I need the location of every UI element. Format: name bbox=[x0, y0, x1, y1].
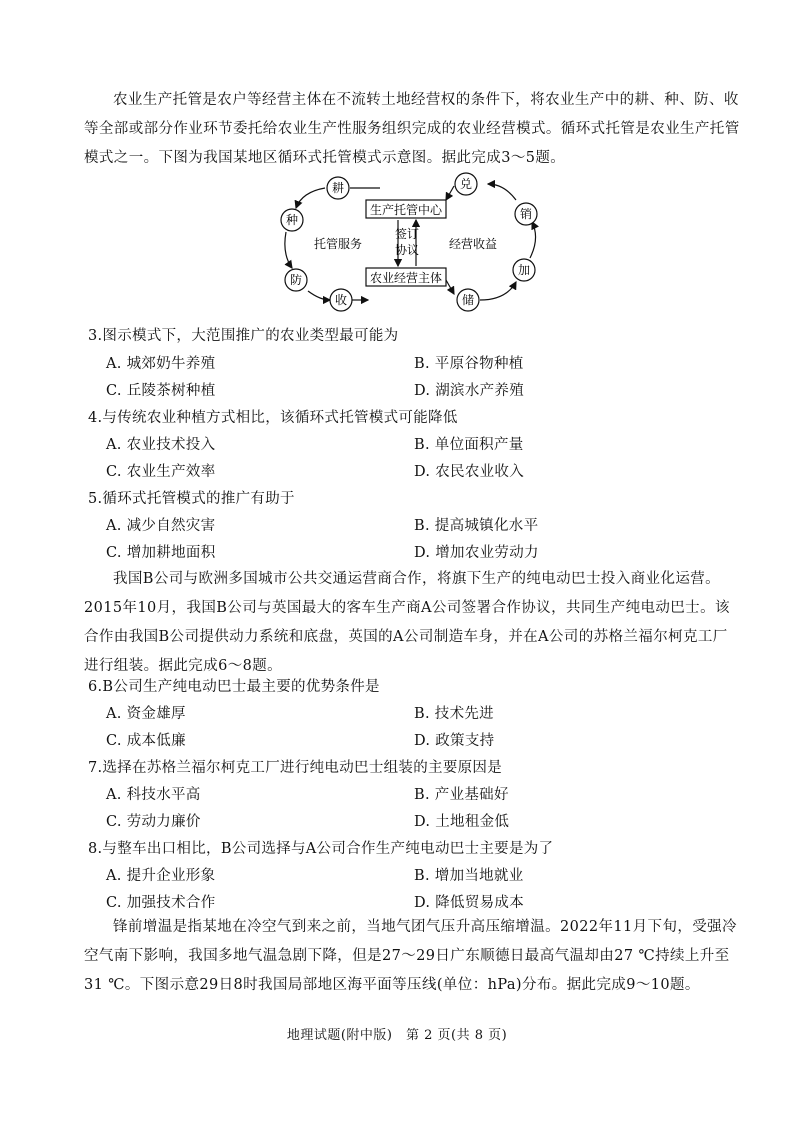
center-top-label: 生产托管中心 bbox=[369, 203, 443, 217]
q4-option-d: D. 农民农业收入 bbox=[414, 464, 525, 480]
svg-text:防: 防 bbox=[289, 273, 303, 287]
q8-option-a: A. 提升企业形象 bbox=[106, 868, 216, 884]
q6-option-a: A. 资金雄厚 bbox=[106, 706, 186, 722]
q3-option-b: B. 平原谷物种植 bbox=[414, 356, 524, 372]
right-label: 经营收益 bbox=[448, 237, 498, 251]
q4-option-b: B. 单位面积产量 bbox=[414, 437, 524, 453]
svg-text:耕: 耕 bbox=[331, 181, 345, 195]
mid-label-2: 协议 bbox=[394, 243, 420, 257]
svg-text:兑: 兑 bbox=[459, 177, 473, 191]
q5-option-b: B. 提高城镇化水平 bbox=[414, 518, 539, 534]
node-zhong bbox=[281, 209, 303, 231]
q3-option-d: D. 湖滨水产养殖 bbox=[414, 383, 525, 399]
node-shou bbox=[330, 289, 352, 311]
node-xiao bbox=[515, 203, 537, 225]
svg-text:销: 销 bbox=[519, 207, 533, 221]
q8-option-c: C. 加强技术合作 bbox=[106, 895, 216, 911]
svg-text:收: 收 bbox=[334, 293, 348, 307]
left-label: 托管服务 bbox=[313, 237, 363, 251]
q7-option-d: D. 土地租金低 bbox=[414, 814, 510, 830]
q7-stem: 7.选择在苏格兰福尔柯克工厂进行纯电动巴士组装的主要原因是 bbox=[88, 760, 503, 776]
node-jia bbox=[513, 259, 535, 281]
q4-stem: 4.与传统农业种植方式相比，该循环式托管模式可能降低 bbox=[88, 410, 458, 426]
q3-option-a: A. 城郊奶牛养殖 bbox=[106, 356, 216, 372]
q7-option-a: A. 科技水平高 bbox=[106, 787, 201, 803]
q8-option-d: D. 降低贸易成本 bbox=[414, 895, 525, 911]
q6-option-c: C. 成本低廉 bbox=[106, 733, 186, 749]
svg-text:种: 种 bbox=[285, 213, 299, 227]
intro-paragraph-3: 锋前增温是指某地在冷空气到来之前，当地气团气压升高压缩增温。2022年11月下旬，受强冷空气南下影响，我国多地气温急剧下降，但是27～29日广东顺德日最高气温却由27 ℃持续上升至31 ℃。下图示意29日8时我国局部地区海平面等压线(单位：hPa)分布。据此完成9～10题。 bbox=[84, 919, 737, 993]
mid-label-1: 签订 bbox=[394, 227, 420, 241]
svg-text:储: 储 bbox=[461, 293, 475, 307]
circular-trusteeship-diagram bbox=[268, 170, 568, 316]
q8-stem: 8.与整车出口相比，B公司选择与A公司合作生产纯电动巴士主要是为了 bbox=[88, 841, 554, 857]
q6-stem: 6.B公司生产纯电动巴士最主要的优势条件是 bbox=[88, 679, 380, 695]
q6-option-d: D. 政策支持 bbox=[414, 733, 495, 749]
q5-option-a: A. 减少自然灾害 bbox=[106, 518, 216, 534]
node-geng bbox=[327, 177, 349, 199]
intro-paragraph-2: 我国B公司与欧洲多国城市公共交通运营商合作，将旗下生产的纯电动巴士投入商业化运营。2015年10月，我国B公司与英国最大的客车生产商A公司签署合作协议，共同生产纯电动巴士。该合作由我国B公司提供动力系统和底盘，英国的A公司制造车身，并在A公司的苏格兰福尔柯克工厂进行组装。据此完成6～8题。 bbox=[84, 571, 730, 674]
svg-text:加: 加 bbox=[517, 263, 531, 277]
q7-option-c: C. 劳动力廉价 bbox=[106, 814, 201, 830]
page-footer: 地理试题(附中版) 第 2 页(共 8 页) bbox=[286, 1028, 508, 1043]
q4-option-c: C. 农业生产效率 bbox=[106, 464, 216, 480]
q3-option-c: C. 丘陵茶树种植 bbox=[106, 383, 216, 399]
q5-option-c: C. 增加耕地面积 bbox=[106, 545, 216, 561]
node-dui bbox=[455, 173, 477, 195]
node-chu bbox=[457, 289, 479, 311]
center-bottom-label: 农业经营主体 bbox=[369, 271, 443, 285]
q8-option-b: B. 增加当地就业 bbox=[414, 868, 524, 884]
q3-stem: 3.图示模式下，大范围推广的农业类型最可能为 bbox=[88, 328, 399, 344]
q4-option-a: A. 农业技术投入 bbox=[106, 437, 216, 453]
q5-option-d: D. 增加农业劳动力 bbox=[414, 545, 539, 561]
q5-stem: 5.循环式托管模式的推广有助于 bbox=[88, 491, 295, 507]
intro-paragraph-1: 农业生产托管是农户等经营主体在不流转土地经营权的条件下，将农业生产中的耕、种、防、收等全部或部分作业环节委托给农业生产性服务组织完成的农业经营模式。循环式托管是农业生产托管模式之一。下图为我国某地区循环式托管模式示意图。据此完成3～5题。 bbox=[84, 92, 740, 166]
node-fang bbox=[285, 269, 307, 291]
q6-option-b: B. 技术先进 bbox=[414, 706, 494, 722]
q7-option-b: B. 产业基础好 bbox=[414, 787, 509, 803]
